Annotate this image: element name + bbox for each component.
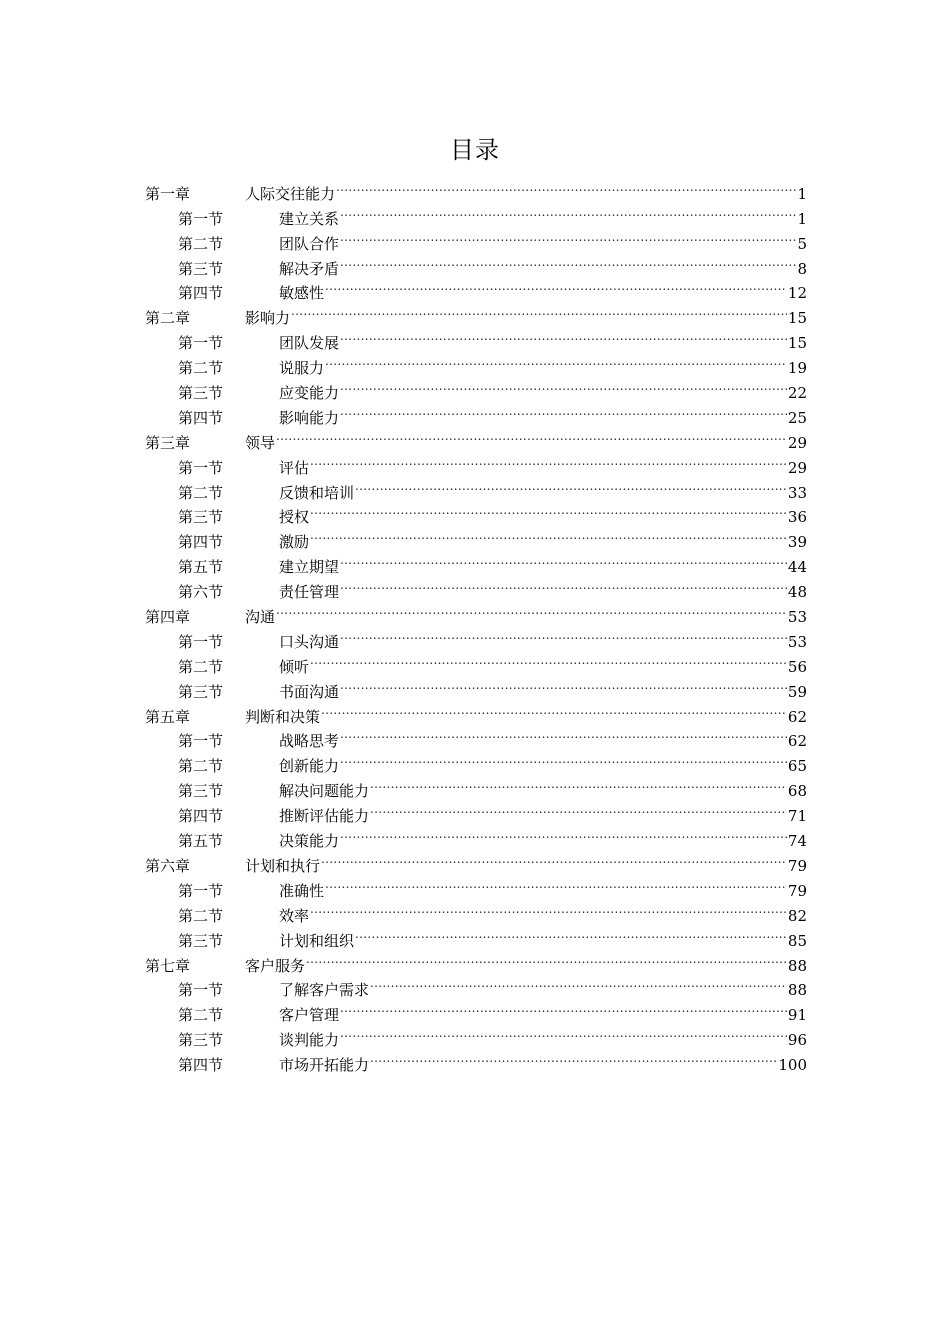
toc-page-number: 79 (787, 881, 807, 900)
toc-entry-number: 第二章 (145, 309, 191, 328)
toc-chapter-entry[interactable] (145, 174, 807, 203)
toc-entry-number: 第一节 (178, 458, 224, 477)
toc-entry-title: 判断和决策 (245, 707, 321, 726)
toc-page-number: 88 (787, 981, 807, 1000)
toc-entry-number: 第四节 (178, 1056, 224, 1075)
toc-entry-number: 第三节 (178, 782, 224, 801)
toc-entry-title: 领导 (245, 433, 276, 452)
toc-page-number: 25 (787, 408, 807, 427)
toc-dot-leader (276, 423, 787, 448)
toc-entry-title: 团队合作 (279, 234, 340, 253)
toc-dot-leader (325, 348, 787, 373)
toc-page-number: 53 (787, 632, 807, 651)
toc-entry-title: 沟通 (245, 608, 276, 627)
toc-page-number: 19 (787, 359, 807, 378)
toc-entry-number: 第三节 (178, 682, 224, 701)
toc-dot-leader (310, 522, 787, 547)
toc-entry-number: 第四节 (178, 284, 224, 303)
toc-entry-number: 第一章 (145, 184, 191, 203)
toc-title: 目录 (450, 136, 500, 164)
toc-entry-number: 第一节 (178, 881, 224, 900)
toc-dot-leader (321, 697, 787, 722)
toc-entry-title: 创新能力 (279, 757, 340, 776)
toc-page-number: 100 (778, 1056, 807, 1075)
toc-dot-leader (370, 771, 787, 796)
toc-entry-number: 第五节 (178, 832, 224, 851)
toc-dot-leader (340, 746, 787, 771)
toc-entry-number: 第二节 (178, 483, 224, 502)
toc-page-number: 68 (787, 782, 807, 801)
toc-dot-leader (340, 373, 787, 398)
toc-entry-title: 影响力 (245, 309, 291, 328)
toc-page-number: 1 (797, 184, 807, 203)
toc-dot-leader (355, 921, 787, 946)
toc-page-number: 96 (787, 1031, 807, 1050)
toc-entry-title: 倾听 (279, 657, 310, 676)
toc-page-number: 8 (797, 259, 807, 278)
toc-dot-leader (336, 174, 796, 199)
toc-dot-leader (370, 796, 787, 821)
toc-entry-title: 效率 (279, 906, 310, 925)
toc-dot-leader (340, 622, 787, 647)
toc-entry-title: 书面沟通 (279, 682, 340, 701)
toc-dot-leader (340, 398, 787, 423)
toc-entry-number: 第二节 (178, 906, 224, 925)
toc-entry-title: 市场开拓能力 (279, 1056, 370, 1075)
toc-entry-title: 应变能力 (279, 384, 340, 403)
toc-page-number: 85 (787, 931, 807, 950)
toc-entry-number: 第二节 (178, 234, 224, 253)
toc-entry-number: 第三节 (178, 1031, 224, 1050)
toc-dot-leader (340, 199, 796, 224)
toc-dot-leader (340, 572, 787, 597)
toc-dot-leader (325, 871, 787, 896)
toc-dot-leader (340, 224, 796, 249)
toc-entry-title: 建立期望 (279, 558, 340, 577)
toc-dot-leader (340, 722, 787, 747)
toc-dot-leader (340, 821, 787, 846)
toc-entry-title: 责任管理 (279, 583, 340, 602)
toc-page-number: 59 (787, 682, 807, 701)
toc-page-number: 56 (787, 657, 807, 676)
toc-page-number: 22 (787, 384, 807, 403)
toc-dot-leader (306, 946, 787, 971)
toc-page-number: 33 (787, 483, 807, 502)
toc-page-number: 48 (787, 583, 807, 602)
toc-entry-title: 准确性 (279, 881, 325, 900)
toc-entry-title: 说服力 (279, 359, 325, 378)
toc-page-number: 29 (787, 458, 807, 477)
toc-entry-title: 计划和组织 (279, 931, 355, 950)
toc-entry-number: 第三节 (178, 259, 224, 278)
toc-dot-leader (340, 249, 796, 274)
toc-entry-number: 第七章 (145, 956, 191, 975)
toc-dot-leader (291, 298, 787, 323)
toc-dot-leader (340, 995, 787, 1020)
toc-entry-title: 客户管理 (279, 1006, 340, 1025)
toc-entry-title: 授权 (279, 508, 310, 527)
toc-page-number: 12 (787, 284, 807, 303)
toc-entry-title: 解决问题能力 (279, 782, 370, 801)
toc-dot-leader (340, 672, 787, 697)
toc-entry-title: 人际交往能力 (245, 184, 336, 203)
toc-entry-title: 团队发展 (279, 334, 340, 353)
toc-page-number: 82 (787, 906, 807, 925)
toc-page-number: 1 (797, 209, 807, 228)
toc-dot-leader (370, 1045, 777, 1070)
toc-entry-title: 战略思考 (279, 732, 340, 751)
toc-page-number: 62 (787, 707, 807, 726)
toc-entry-number: 第四节 (178, 408, 224, 427)
toc-dot-leader (340, 1020, 787, 1045)
toc-page-number: 79 (787, 856, 807, 875)
toc-dot-leader (310, 896, 787, 921)
toc-page-number: 88 (787, 956, 807, 975)
toc-page-number: 71 (787, 807, 807, 826)
toc-entry-number: 第六章 (145, 856, 191, 875)
toc-dot-leader (355, 473, 787, 498)
toc-dot-leader (310, 498, 787, 523)
toc-entry-title: 激励 (279, 533, 310, 552)
toc-entry-number: 第四节 (178, 807, 224, 826)
toc-entry-number: 第一节 (178, 732, 224, 751)
toc-page-number: 29 (787, 433, 807, 452)
toc-entry-number: 第三节 (178, 384, 224, 403)
toc-dot-leader (370, 971, 787, 996)
table-of-contents (145, 174, 807, 1075)
toc-page-number: 74 (787, 832, 807, 851)
toc-entry-title: 客户服务 (245, 956, 306, 975)
toc-entry-title: 建立关系 (279, 209, 340, 228)
toc-entry-title: 推断评估能力 (279, 807, 370, 826)
toc-entry-title: 影响能力 (279, 408, 340, 427)
toc-entry-number: 第五节 (178, 558, 224, 577)
toc-page-number: 5 (797, 234, 807, 253)
toc-entry-title: 评估 (279, 458, 310, 477)
toc-entry-number: 第三章 (145, 433, 191, 452)
toc-entry-title: 了解客户需求 (279, 981, 370, 1000)
toc-entry-number: 第四节 (178, 533, 224, 552)
toc-entry-title: 计划和执行 (245, 856, 321, 875)
toc-dot-leader (310, 448, 787, 473)
toc-entry-number: 第一节 (178, 981, 224, 1000)
toc-entry-number: 第六节 (178, 583, 224, 602)
toc-page-number: 15 (787, 334, 807, 353)
toc-entry-number: 第一节 (178, 334, 224, 353)
toc-entry-title: 反馈和培训 (279, 483, 355, 502)
toc-entry-number: 第五章 (145, 707, 191, 726)
toc-entry-number: 第一节 (178, 209, 224, 228)
toc-entry-number: 第三节 (178, 508, 224, 527)
toc-entry-title: 解决矛盾 (279, 259, 340, 278)
toc-entry-number: 第三节 (178, 931, 224, 950)
toc-dot-leader (325, 274, 787, 299)
toc-entry-number: 第四章 (145, 608, 191, 627)
toc-entry-number: 第一节 (178, 632, 224, 651)
toc-page-number: 36 (787, 508, 807, 527)
toc-page-number: 62 (787, 732, 807, 751)
toc-page-number: 39 (787, 533, 807, 552)
toc-page-number: 91 (787, 1006, 807, 1025)
toc-page-number: 44 (787, 558, 807, 577)
toc-entry-title: 谈判能力 (279, 1031, 340, 1050)
toc-entry-number: 第二节 (178, 657, 224, 676)
toc-page-number: 53 (787, 608, 807, 627)
toc-page-number: 65 (787, 757, 807, 776)
toc-entry-number: 第二节 (178, 359, 224, 378)
toc-page-number: 15 (787, 309, 807, 328)
toc-entry-number: 第二节 (178, 1006, 224, 1025)
toc-entry-title: 决策能力 (279, 832, 340, 851)
toc-dot-leader (321, 846, 787, 871)
toc-entry-number: 第二节 (178, 757, 224, 776)
toc-entry-title: 口头沟通 (279, 632, 340, 651)
toc-dot-leader (310, 647, 787, 672)
toc-entry-title: 敏感性 (279, 284, 325, 303)
toc-dot-leader (276, 597, 787, 622)
toc-dot-leader (340, 323, 787, 348)
toc-dot-leader (340, 547, 787, 572)
